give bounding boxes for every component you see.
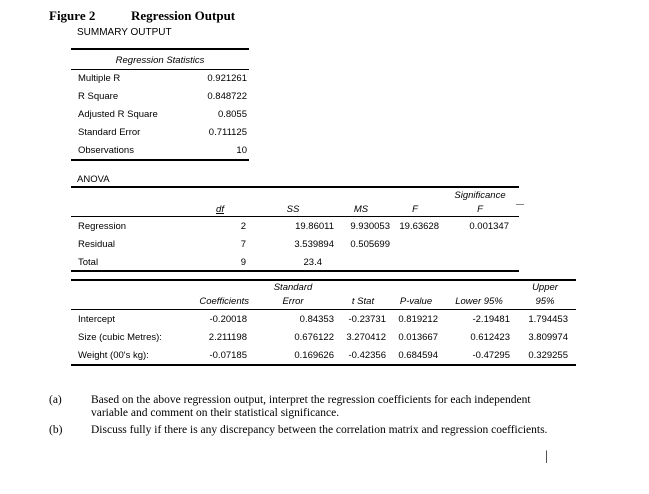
table-rule	[71, 364, 576, 366]
stat-label: Multiple R	[78, 73, 121, 84]
stat-label: Observations	[78, 145, 134, 156]
coef-cell: -0.20018	[209, 314, 247, 325]
table-rule	[71, 279, 576, 281]
coef-cell: 1.794453	[528, 314, 568, 325]
coef-cell: -0.23731	[348, 314, 386, 325]
anova-cell: 19.63628	[399, 221, 439, 232]
coef-cell: 0.612423	[470, 332, 510, 343]
coef-cell: 0.169626	[294, 350, 334, 361]
anova-cell: 23.4	[303, 257, 322, 268]
coef-header-error: Error	[282, 296, 304, 307]
text-cursor: |	[545, 449, 548, 464]
summary-output-title: SUMMARY OUTPUT	[77, 27, 172, 38]
stat-label: Adjusted R Square	[78, 109, 158, 120]
question-label: (a)	[49, 394, 62, 406]
coef-cell: 3.809974	[528, 332, 568, 343]
coef-cell: -0.47295	[472, 350, 510, 361]
coef-cell: -0.42356	[348, 350, 386, 361]
coef-cell: 0.013667	[398, 332, 438, 343]
anova-header-df: df	[216, 204, 224, 215]
question-text: Discuss fully if there is any discrepancy between the correlation matrix and regression coefficients.	[91, 424, 548, 436]
stat-value: 0.8055	[217, 109, 247, 120]
table-rule	[71, 69, 249, 70]
anova-row-label: Regression	[78, 221, 127, 232]
question-text: Based on the above regression output, interpret the regression coefficients for each independent	[91, 394, 531, 406]
figure-title: Regression Output	[131, 8, 236, 23]
anova-header-significance-f: F	[477, 204, 483, 215]
coef-cell: 2.211198	[208, 332, 247, 343]
coef-row-label: Size (cubic Metres):	[78, 332, 162, 343]
coef-row-label: Intercept	[78, 314, 115, 325]
figure-label: Figure 2	[49, 8, 96, 23]
anova-header-significance: Significance	[454, 190, 506, 201]
coef-header-standard: Standard	[273, 282, 313, 293]
coef-cell: 0.676122	[294, 332, 334, 343]
table-rule	[71, 216, 519, 217]
anova-row-label: Residual	[78, 239, 115, 250]
coef-cell: 0.84353	[299, 314, 334, 325]
table-rule	[71, 159, 249, 161]
question-text: variable and comment on their statistical significance.	[91, 407, 340, 419]
anova-cell: 7	[240, 239, 246, 250]
coef-header-t-stat: t Stat	[351, 296, 375, 307]
table-rule	[71, 186, 519, 188]
anova-header-f: F	[412, 204, 418, 215]
anova-cell: 2	[240, 221, 246, 232]
coef-cell: -2.19481	[472, 314, 510, 325]
stat-label: R Square	[78, 91, 119, 102]
stat-value: 10	[236, 145, 247, 156]
anova-cell: 0.505699	[350, 239, 390, 250]
regression-statistics-header: Regression Statistics	[115, 55, 205, 66]
coef-header-p-value: P-value	[399, 296, 433, 307]
table-rule	[516, 204, 524, 205]
anova-header-ss: SS	[286, 204, 300, 215]
coef-row-label: Weight (00's kg):	[78, 350, 149, 361]
anova-cell: 3.539894	[294, 239, 334, 250]
coef-cell: 0.819212	[398, 314, 438, 325]
coef-header-upper-95: 95%	[535, 296, 555, 307]
table-rule	[71, 48, 249, 50]
anova-title: ANOVA	[77, 174, 110, 185]
question-label: (b)	[49, 424, 63, 436]
anova-cell: 19.86011	[295, 221, 334, 232]
coef-cell: 0.329255	[528, 350, 568, 361]
coef-cell: -0.07185	[209, 350, 247, 361]
stat-value: 0.921261	[207, 73, 247, 84]
anova-cell: 9	[240, 257, 246, 268]
table-rule	[71, 270, 519, 272]
coef-header-coefficients: Coefficients	[199, 296, 249, 307]
anova-row-label: Total	[78, 257, 99, 268]
table-rule	[71, 309, 576, 310]
coef-cell: 3.270412	[346, 332, 386, 343]
coef-header-lower: Lower 95%	[455, 296, 503, 307]
stat-value: 0.711125	[208, 127, 247, 138]
anova-header-ms: MS	[353, 204, 369, 215]
coef-cell: 0.684594	[398, 350, 438, 361]
stat-value: 0.848722	[207, 91, 247, 102]
anova-cell: 0.001347	[469, 221, 509, 232]
stat-label: Standard Error	[78, 127, 141, 138]
coef-header-upper: Upper	[532, 282, 558, 293]
anova-cell: 9.930053	[350, 221, 390, 232]
